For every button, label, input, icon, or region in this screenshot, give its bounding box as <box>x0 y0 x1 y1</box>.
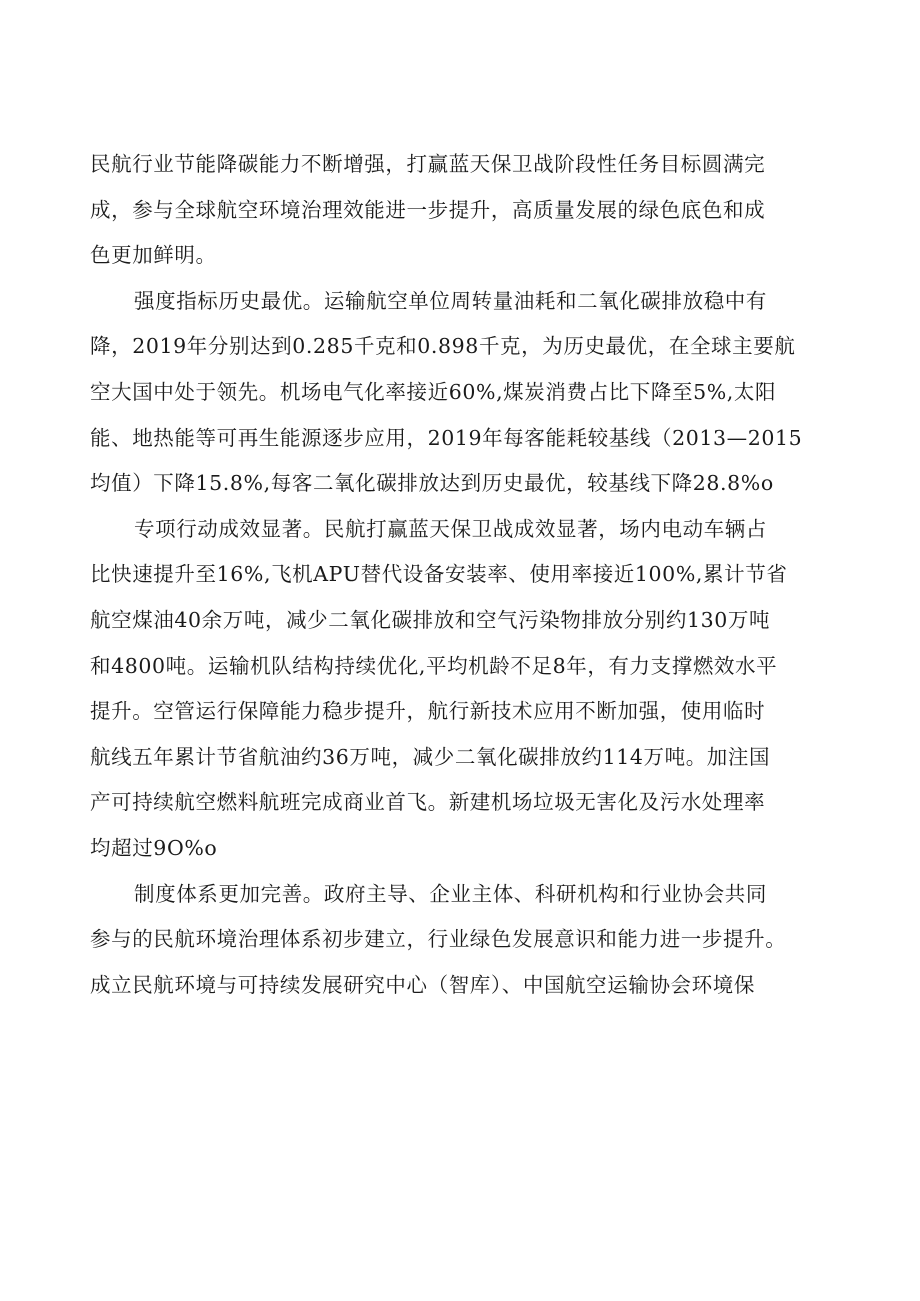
text-line: 成，参与全球航空环境治理效能进一步提升，高质量发展的绿色底色和成 <box>90 197 766 222</box>
text-line: 航空煤油40余万吨，减少二氧化碳排放和空气污染物排放分别约130万吨 <box>90 607 771 632</box>
text-line: 色更加鲜明。 <box>90 243 217 268</box>
text-line: 提升。空管运行保障能力稳步提升，航行新技术应用不断加强，使用临时 <box>90 699 766 724</box>
text-line: 均值）下降15.8%,每客二氧化碳排放达到历史最优，较基线下降28.8%o <box>90 471 774 496</box>
body-text <box>90 142 850 1008</box>
text-line: 比快速提升至16%,飞机APU替代设备安装率、使用率接近100%,累计节省 <box>90 562 788 587</box>
text-line: 产可持续航空燃料航班完成商业首飞。新建机场垃圾无害化及污水处理率 <box>90 790 766 815</box>
text-line: 和4800吨。运输机队结构持续优化,平均机龄不足8年，有力支撑燃效水平 <box>90 653 778 678</box>
paragraph-heading-line: 专项行动成效显著。民航打赢蓝天保卫战成效显著，场内电动车辆占 <box>134 516 767 541</box>
text-line: 成立民航环境与可持续发展研究中心（智库）、中国航空运输协会环境保 <box>90 972 755 997</box>
paragraph-heading-line: 强度指标历史最优。运输航空单位周转量油耗和二氧化碳排放稳中有 <box>134 288 767 313</box>
paragraph-heading-line: 制度体系更加完善。政府主导、企业主体、科研机构和行业协会共同 <box>134 881 767 906</box>
text-line: 降，2019年分别达到0.285千克和0.898千克，为历史最优，在全球主要航 <box>90 334 796 359</box>
text-line: 均超过9O%o <box>90 835 218 860</box>
text-line: 民航行业节能降碳能力不断增强，打赢蓝天保卫战阶段性任务目标圆满完 <box>90 152 766 176</box>
text-line: 参与的民航环境治理体系初步建立，行业绿色发展意识和能力进一步提升。 <box>90 927 787 952</box>
text-line: 能、地热能等可再生能源逐步应用，2019年每客能耗较基线（2013—2015 <box>90 425 803 450</box>
text-line: 航线五年累计节省航油约36万吨，减少二氧化碳排放约114万吨。加注国 <box>90 744 771 769</box>
text-line: 空大国中处于领先。机场电气化率接近60%,煤炭消费占比下降至5%,太阳 <box>90 379 777 404</box>
